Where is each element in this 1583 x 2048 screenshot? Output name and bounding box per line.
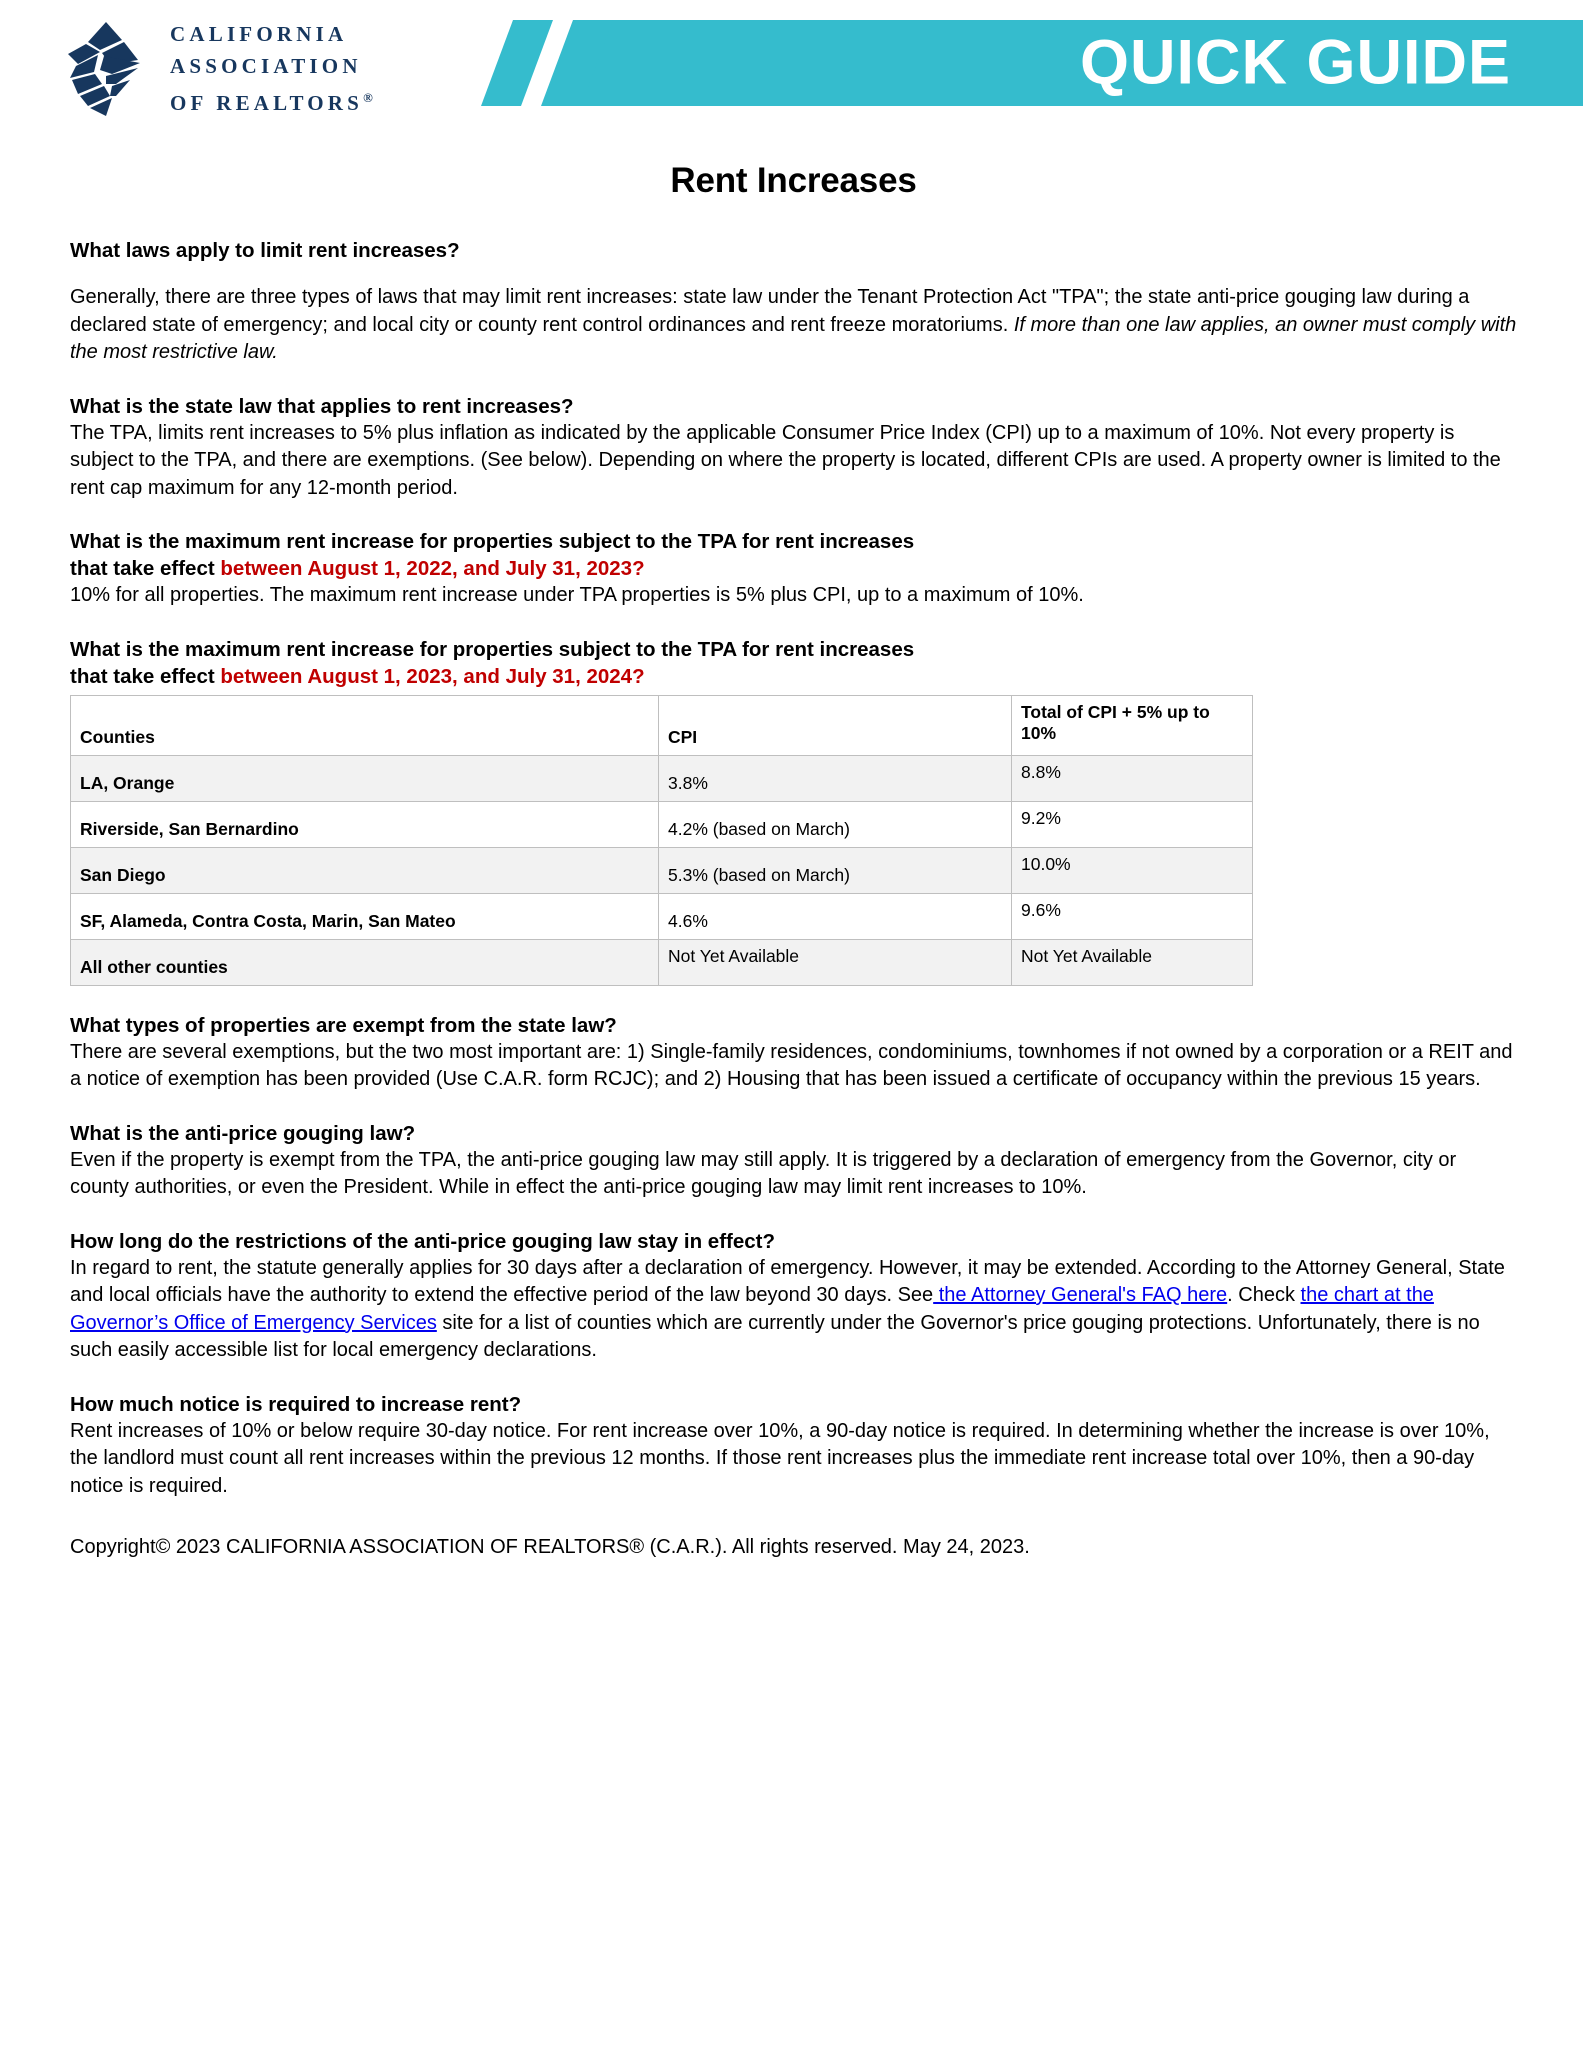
section-exempt-properties [70, 1012, 1517, 1094]
cell-total: 9.6% [1012, 893, 1253, 939]
answer-emphasis: If more than one law applies, an owner must comply with the most restrictive law. [70, 313, 1517, 363]
question-prefix: that take effect [70, 664, 221, 688]
car-logo-mark-icon [60, 20, 152, 118]
attorney-general-faq-link[interactable]: the Attorney General's FAQ here [933, 1284, 1228, 1306]
question-state-law: What is the state law that applies to rent increases? [70, 394, 574, 418]
oes-chart-link[interactable]: the chart at the Governor’s Office of Emergency Services [70, 1284, 1434, 1334]
table-row [71, 939, 1253, 985]
copyright-footer: Copyright© 2023 CALIFORNIA ASSOCIATION OF REALTORS® (C.A.R.). All rights reserved. May 24, 2023. [70, 1536, 1030, 1558]
section-state-law [70, 393, 1517, 503]
section-anti-price-gouging [70, 1120, 1517, 1202]
column-header-counties: Counties [71, 695, 659, 755]
cell-cpi: 3.8% [659, 755, 1012, 801]
cell-county: San Diego [71, 847, 659, 893]
registered-mark: ® [363, 90, 373, 105]
answer-text-part2: . Check [1227, 1284, 1301, 1306]
answer-text-part1: In regard to rent, the statute generally applies for 30 days after a declaration of emergency. However, it may be extended. According to the Attorney General, State and local officials have the authority to extend the effective period of the law beyond 30 days. See [70, 1256, 1505, 1306]
section-max-increase-2023 [70, 636, 1517, 986]
section-laws-apply [70, 237, 1517, 367]
question-max-increase-2023-line1: What is the maximum rent increase for properties subject to the TPA for rent increases [70, 637, 915, 661]
logo-line-3: OF REALTORS® [170, 90, 373, 115]
banner-title: QUICK GUIDE [1079, 27, 1511, 98]
question-prefix: that take effect [70, 557, 221, 580]
cell-cpi: 4.2% (based on March) [659, 801, 1012, 847]
question-max-increase-2022-line1: What is the maximum rent increase for properties subject to the TPA for rent increases [70, 530, 915, 553]
cell-total: 8.8% [1012, 755, 1253, 801]
answer-restrictions-duration [70, 1255, 1517, 1365]
question-max-increase-2022-line2 [70, 555, 1517, 582]
car-logo-text [170, 18, 373, 119]
cell-cpi: 4.6% [659, 893, 1012, 939]
logo-line-2: ASSOCIATION [170, 54, 362, 78]
cell-total: Not Yet Available [1012, 939, 1253, 985]
cell-county: LA, Orange [71, 755, 659, 801]
date-range-highlight: between August 1, 2022, and July 31, 2023? [220, 557, 645, 580]
cell-county: SF, Alameda, Contra Costa, Marin, San Mateo [71, 893, 659, 939]
table-header-row [71, 695, 1253, 755]
cell-county: All other counties [71, 939, 659, 985]
question-anti-price-gouging: What is the anti-price gouging law? [70, 1121, 416, 1145]
question-max-increase-2023-line2 [70, 663, 1517, 690]
section-notice-required [70, 1391, 1517, 1501]
cpi-table [70, 695, 1253, 986]
section-max-increase-2022 [70, 528, 1517, 610]
date-range-highlight: between August 1, 2023, and July 31, 2024? [220, 664, 645, 688]
document-body [0, 161, 1583, 1559]
table-row [71, 893, 1253, 939]
cell-cpi: 5.3% (based on March) [659, 847, 1012, 893]
answer-exempt-properties: There are several exemptions, but the two most important are: 1) Single-family residences, condominiums, townhomes if not owned by a corporation or a REIT and a notice of exemption has been provided (Use C.A.R. form RCJC); and 2) Housing that has been issued a certificate of occupancy within the previous 15 years. [70, 1040, 1513, 1090]
car-logo [60, 18, 373, 119]
question-restrictions-duration: How long do the restrictions of the anti-price gouging law stay in effect? [70, 1229, 776, 1253]
cell-county: Riverside, San Bernardino [71, 801, 659, 847]
answer-text-part3: site for a list of counties which are currently under the Governor's price gouging protections. Unfortunately, there is no such easily accessible list for local emergency declarations. [70, 1311, 1480, 1361]
answer-text: Generally, there are three types of laws that may limit rent increases: state law under the Tenant Protection Act "TPA"; the state anti-price gouging law during a declared state of emergency; and local city or county rent control ordinances and rent freeze moratoriums. [70, 286, 1470, 336]
logo-line-1: CALIFORNIA [170, 22, 348, 46]
table-row [71, 755, 1253, 801]
cell-total: 9.2% [1012, 801, 1253, 847]
answer-notice-required: Rent increases of 10% or below require 30-day notice. For rent increase over 10%, a 90-day notice is required. In determining whether the increase is over 10%, the landlord must count all rent increases within the previous 12 months. If those rent increases plus the immediate rent increase total over 10%, then a 90-day notice is required. [70, 1419, 1490, 1497]
cell-total: 10.0% [1012, 847, 1253, 893]
answer-state-law: The TPA, limits rent increases to 5% plus inflation as indicated by the applicable Consumer Price Index (CPI) up to a maximum of 10%. Not every property is subject to the TPA, and there are exemptions. (See below). Depending on where the property is located, different CPIs are used. A property owner is limited to the rent cap maximum for any 12-month period. [70, 421, 1501, 499]
table-row [71, 801, 1253, 847]
page-title: Rent Increases [670, 161, 917, 200]
section-restrictions-duration [70, 1228, 1517, 1365]
column-header-total: Total of CPI + 5% up to 10% [1012, 695, 1253, 755]
cell-cpi: Not Yet Available [659, 939, 1012, 985]
answer-max-increase-2022: 10% for all properties. The maximum rent increase under TPA properties is 5% plus CPI, up to a maximum of 10%. [70, 584, 1084, 606]
answer-laws-apply [70, 284, 1517, 367]
column-header-cpi: CPI [659, 695, 1012, 755]
question-notice-required: How much notice is required to increase rent? [70, 1392, 522, 1416]
page-header [0, 0, 1583, 128]
quick-guide-banner [478, 20, 1583, 106]
table-row [71, 847, 1253, 893]
answer-anti-price-gouging: Even if the property is exempt from the TPA, the anti-price gouging law may still apply. It is triggered by a declaration of emergency from the Governor, city or county authorities, or even the President. While in effect the anti-price gouging law may limit rent increases to 10%. [70, 1148, 1457, 1198]
question-exempt-properties: What types of properties are exempt from the state law? [70, 1013, 617, 1037]
question-laws-apply: What laws apply to limit rent increases? [70, 239, 460, 262]
